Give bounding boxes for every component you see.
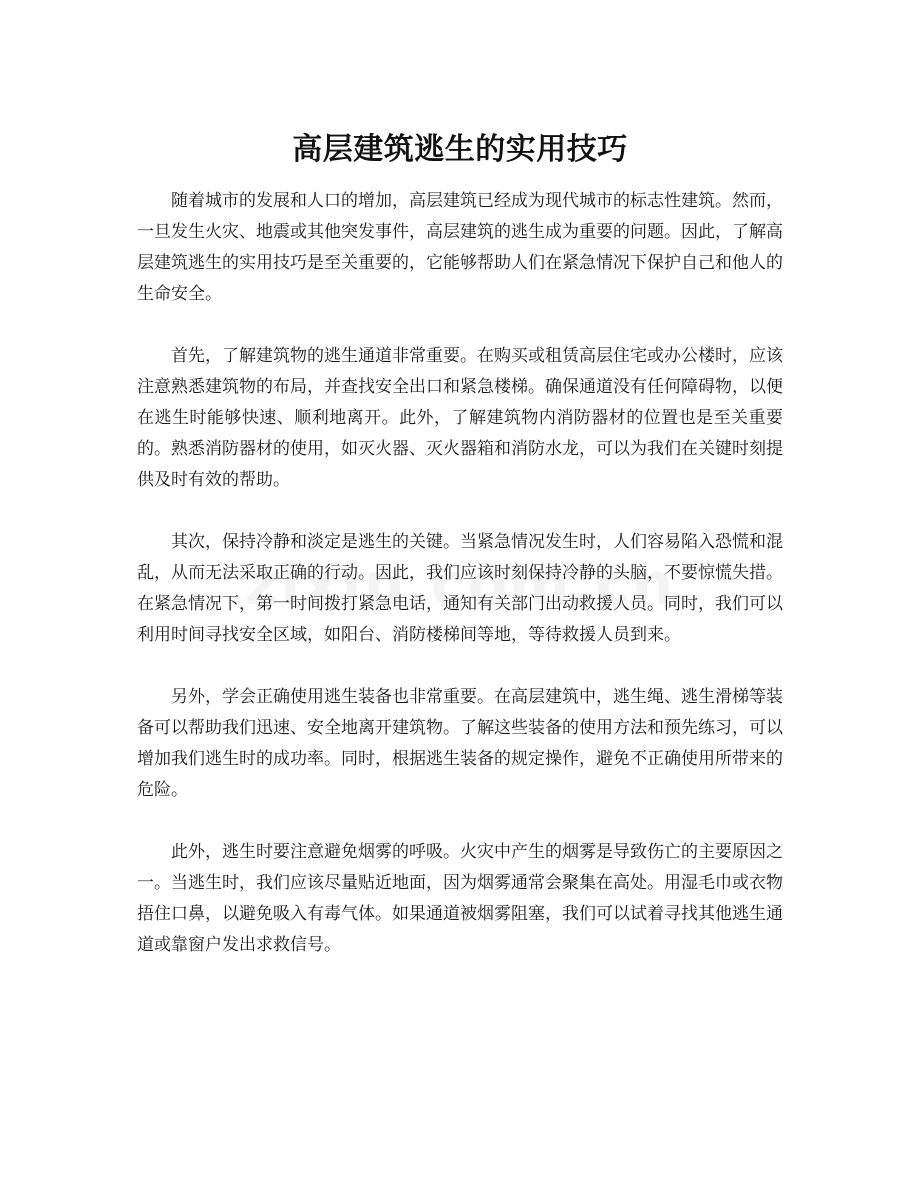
document-body	[137, 186, 783, 992]
paragraph-intro: 随着城市的发展和人口的增加，高层建筑已经成为现代城市的标志性建筑。然而，一旦发生火灾、地震或其他突发事件，高层建筑的逃生成为重要的问题。因此，了解高层建筑逃生的实用技巧是至关重要的，它能够帮助人们在紧急情况下保护自己和他人的生命安全。	[137, 191, 783, 304]
document-title: 高层建筑逃生的实用技巧	[292, 132, 628, 168]
paragraph-escape-routes: 首先，了解建筑物的逃生通道非常重要。在购买或租赁高层住宅或办公楼时，应该注意熟悉建筑物的布局，并查找安全出口和紧急楼梯。确保通道没有任何障碍物，以便在逃生时能够快速、顺利地离开。此外，了解建筑物内消防器材的位置也是至关重要的。熟悉消防器材的使用，如灭火器、灭火器箱和消防水龙，可以为我们在关键时刻提供及时有效的帮助。	[137, 346, 783, 490]
paragraph-escape-equipment: 另外，学会正确使用逃生装备也非常重要。在高层建筑中，逃生绳、逃生滑梯等装备可以帮助我们迅速、安全地离开建筑物。了解这些装备的使用方法和预先练习，可以增加我们逃生时的成功率。同时，根据逃生装备的规定操作，避免不正确使用所带来的危险。	[137, 687, 783, 800]
paragraph-avoid-smoke: 此外，逃生时要注意避免烟雾的呼吸。火灾中产生的烟雾是导致伤亡的主要原因之一。当逃生时，我们应该尽量贴近地面，因为烟雾通常会聚集在高处。用湿毛巾或衣物捂住口鼻，以避免吸入有毒气体。如果通道被烟雾阻塞，我们可以试着寻找其他逃生通道或靠窗户发出求救信号。	[137, 842, 783, 955]
paragraph-stay-calm: 其次，保持冷静和淡定是逃生的关键。当紧急情况发生时，人们容易陷入恐慌和混乱，从而无法采取正确的行动。因此，我们应该时刻保持冷静的头脑，不要惊慌失措。在紧急情况下，第一时间拨打紧急电话，通知有关部门出动救援人员。同时，我们可以利用时间寻找安全区域，如阳台、消防楼梯间等地，等待救援人员到来。	[137, 532, 783, 645]
